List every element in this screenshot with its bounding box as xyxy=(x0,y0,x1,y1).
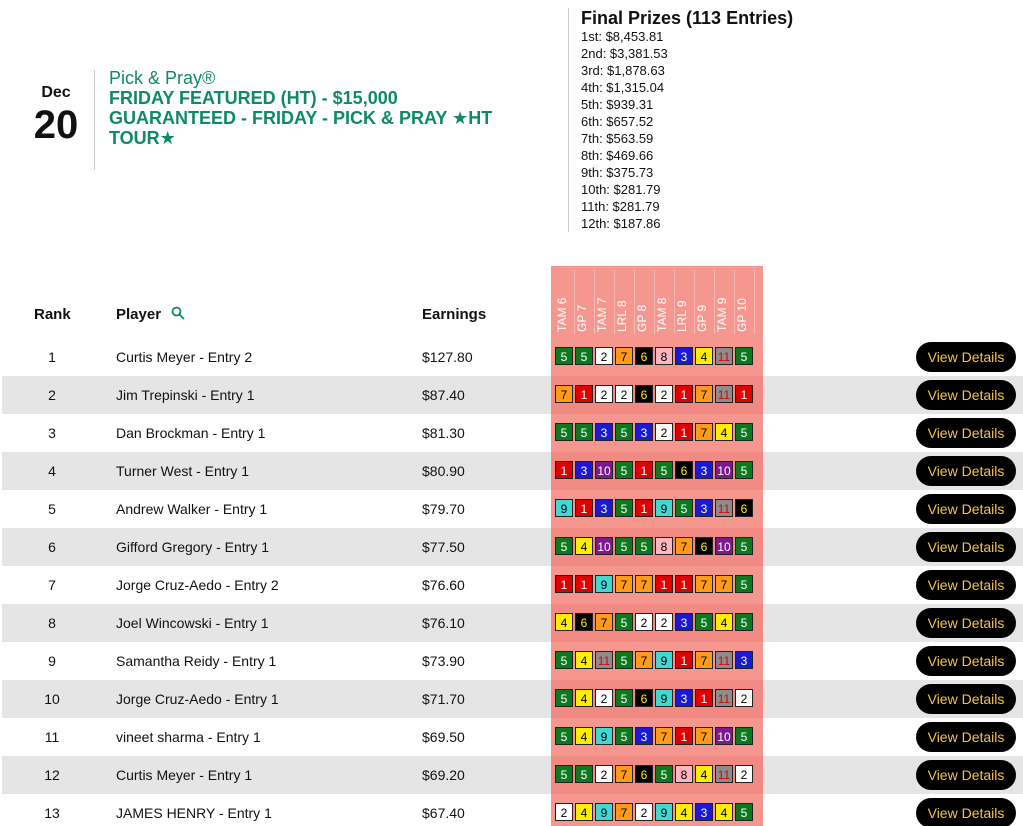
player-cell: Samantha Reidy - Entry 1 xyxy=(116,653,277,669)
rank-cell: 11 xyxy=(44,729,60,745)
view-details-button[interactable]: View Details xyxy=(916,380,1016,410)
pick-badge: 3 xyxy=(595,423,613,441)
pick-badge: 4 xyxy=(575,651,593,669)
pick-badge: 8 xyxy=(655,347,673,365)
prize-item: 7th: $563.59 xyxy=(581,131,654,146)
pick-badge: 3 xyxy=(675,347,693,365)
earnings-cell: $69.20 xyxy=(422,767,465,783)
picks-row xyxy=(555,423,753,441)
earnings-cell: $71.70 xyxy=(422,691,465,707)
rank-cell: 8 xyxy=(48,615,56,631)
player-cell: Andrew Walker - Entry 1 xyxy=(116,501,268,517)
pick-badge: 10 xyxy=(595,461,613,479)
earnings-cell: $80.90 xyxy=(422,463,465,479)
pick-badge: 2 xyxy=(595,765,613,783)
pick-badge: 2 xyxy=(615,385,633,403)
pick-badge: 3 xyxy=(695,461,713,479)
prize-item: 2nd: $3,381.53 xyxy=(581,46,668,61)
player-cell: Joel Wincowski - Entry 1 xyxy=(116,615,269,631)
earnings-cell: $127.80 xyxy=(422,349,473,365)
pick-badge: 3 xyxy=(695,803,713,821)
table-row xyxy=(0,642,1023,680)
pick-badge: 7 xyxy=(595,613,613,631)
pick-badge: 2 xyxy=(655,613,673,631)
rank-cell: 9 xyxy=(48,653,56,669)
pick-badge: 7 xyxy=(655,727,673,745)
earnings-cell: $77.50 xyxy=(422,539,465,555)
picks-row xyxy=(555,575,753,593)
picks-row xyxy=(555,347,753,365)
picks-row xyxy=(555,613,753,631)
pick-badge: 6 xyxy=(635,689,653,707)
race-header xyxy=(635,270,655,334)
pick-badge: 6 xyxy=(635,765,653,783)
pick-badge: 3 xyxy=(635,423,653,441)
picks-row xyxy=(555,765,753,783)
prize-item: 10th: $281.79 xyxy=(581,182,661,197)
pick-badge: 5 xyxy=(615,499,633,517)
pick-badge: 5 xyxy=(735,727,753,745)
pick-badge: 1 xyxy=(555,461,573,479)
pick-badge: 5 xyxy=(735,423,753,441)
race-header xyxy=(735,270,755,334)
pick-badge: 3 xyxy=(675,689,693,707)
view-details-button[interactable]: View Details xyxy=(916,342,1016,372)
pick-badge: 6 xyxy=(635,347,653,365)
pick-badge: 7 xyxy=(695,423,713,441)
pick-badge: 1 xyxy=(675,423,693,441)
player-cell: Jorge Cruz-Aedo - Entry 2 xyxy=(116,577,279,593)
rank-cell: 3 xyxy=(48,425,56,441)
rank-cell: 2 xyxy=(48,387,56,403)
pick-badge: 5 xyxy=(735,461,753,479)
pick-badge: 9 xyxy=(655,651,673,669)
pick-badge: 4 xyxy=(715,803,733,821)
rank-cell: 12 xyxy=(44,767,60,783)
pick-badge: 2 xyxy=(595,347,613,365)
event-month: Dec xyxy=(41,84,71,101)
rank-cell: 10 xyxy=(44,691,60,707)
view-details-button[interactable]: View Details xyxy=(916,570,1016,600)
pick-badge: 6 xyxy=(695,537,713,555)
prize-item: 8th: $469.66 xyxy=(581,148,654,163)
pick-badge: 5 xyxy=(675,499,693,517)
race-header-label: TAM 7 xyxy=(595,297,609,332)
earnings-header: Earnings xyxy=(422,306,487,323)
pick-badge: 1 xyxy=(575,385,593,403)
pick-badge: 1 xyxy=(635,461,653,479)
earnings-cell: $87.40 xyxy=(422,387,465,403)
event-day: 20 xyxy=(33,103,79,147)
player-cell: Jim Trepinski - Entry 1 xyxy=(116,387,255,403)
pick-badge: 2 xyxy=(735,689,753,707)
pick-badge: 4 xyxy=(695,765,713,783)
pick-badge: 9 xyxy=(655,689,673,707)
prize-item: 6th: $657.52 xyxy=(581,114,654,129)
pick-badge: 5 xyxy=(615,613,633,631)
prize-item: 11th: $281.79 xyxy=(581,199,660,214)
pick-badge: 4 xyxy=(555,613,573,631)
earnings-cell: $81.30 xyxy=(422,425,465,441)
pick-badge: 7 xyxy=(715,575,733,593)
table-row xyxy=(0,452,1023,490)
picks-row xyxy=(555,651,753,669)
pick-badge: 7 xyxy=(695,385,713,403)
player-cell: Turner West - Entry 1 xyxy=(116,463,250,479)
view-details-button[interactable]: View Details xyxy=(916,684,1016,714)
pick-badge: 1 xyxy=(675,385,693,403)
view-details-button[interactable]: View Details xyxy=(916,456,1016,486)
pick-badge: 3 xyxy=(695,499,713,517)
prize-item: 12th: $187.86 xyxy=(581,216,661,231)
pick-badge: 10 xyxy=(595,537,613,555)
pick-badge: 5 xyxy=(615,537,633,555)
pick-badge: 7 xyxy=(555,385,573,403)
pick-badge: 6 xyxy=(635,385,653,403)
pick-badge: 11 xyxy=(715,651,733,669)
prizes-title: Final Prizes (113 Entries) xyxy=(581,8,794,28)
view-details-button[interactable]: View Details xyxy=(916,646,1016,676)
player-cell: vineet sharma - Entry 1 xyxy=(116,729,261,745)
pick-badge: 6 xyxy=(735,499,753,517)
rank-cell: 1 xyxy=(48,349,56,365)
view-details-button[interactable]: View Details xyxy=(916,722,1016,752)
pick-badge: 9 xyxy=(595,727,613,745)
pick-badge: 5 xyxy=(735,613,753,631)
pick-badge: 7 xyxy=(695,651,713,669)
race-headers xyxy=(555,270,755,334)
pick-badge: 5 xyxy=(555,727,573,745)
pick-badge: 4 xyxy=(715,613,733,631)
picks-row xyxy=(555,385,753,403)
pick-badge: 11 xyxy=(715,347,733,365)
pick-badge: 5 xyxy=(555,423,573,441)
pick-badge: 2 xyxy=(655,385,673,403)
pick-badge: 5 xyxy=(735,803,753,821)
rank-cell: 13 xyxy=(44,805,60,821)
table-row xyxy=(0,414,1023,452)
pick-badge: 5 xyxy=(615,461,633,479)
player-header xyxy=(116,306,185,323)
race-header-label: LRL 8 xyxy=(615,300,629,332)
table-row xyxy=(0,718,1023,756)
race-header xyxy=(695,270,715,334)
view-details-button[interactable]: View Details xyxy=(916,532,1016,562)
table-row xyxy=(0,528,1023,566)
pick-badge: 2 xyxy=(735,765,753,783)
race-header-label: GP 8 xyxy=(635,304,649,332)
picks-row xyxy=(555,461,753,479)
pick-badge: 1 xyxy=(675,575,693,593)
view-details-button[interactable]: View Details xyxy=(916,418,1016,448)
pick-badge: 8 xyxy=(675,765,693,783)
pick-badge: 6 xyxy=(575,613,593,631)
earnings-cell: $69.50 xyxy=(422,729,465,745)
race-header-label: TAM 6 xyxy=(555,297,569,332)
pick-badge: 5 xyxy=(735,537,753,555)
pick-badge: 7 xyxy=(675,537,693,555)
prize-item: 1st: $8,453.81 xyxy=(581,29,664,44)
picks-row xyxy=(555,537,753,555)
player-cell: Jorge Cruz-Aedo - Entry 1 xyxy=(116,691,279,707)
pick-badge: 8 xyxy=(655,537,673,555)
pick-badge: 11 xyxy=(595,651,613,669)
pick-badge: 5 xyxy=(575,347,593,365)
prizes-list xyxy=(581,28,793,232)
search-icon[interactable] xyxy=(171,306,185,320)
pick-badge: 5 xyxy=(735,575,753,593)
event-title-block xyxy=(109,68,519,148)
pick-badge: 5 xyxy=(695,613,713,631)
rank-header: Rank xyxy=(34,306,71,323)
pick-badge: 3 xyxy=(575,461,593,479)
picks-row xyxy=(555,689,753,707)
pick-badge: 4 xyxy=(715,423,733,441)
pick-badge: 7 xyxy=(615,347,633,365)
pick-badge: 9 xyxy=(555,499,573,517)
table-row xyxy=(0,680,1023,718)
pick-badge: 7 xyxy=(635,575,653,593)
pick-badge: 5 xyxy=(575,423,593,441)
pick-badge: 3 xyxy=(675,613,693,631)
pick-badge: 3 xyxy=(735,651,753,669)
pick-badge: 5 xyxy=(555,765,573,783)
player-cell: Gifford Gregory - Entry 1 xyxy=(116,539,270,555)
pick-badge: 3 xyxy=(635,727,653,745)
pick-badge: 7 xyxy=(615,765,633,783)
pick-badge: 6 xyxy=(675,461,693,479)
pick-badge: 9 xyxy=(595,803,613,821)
pick-badge: 1 xyxy=(575,575,593,593)
pick-badge: 5 xyxy=(575,765,593,783)
earnings-cell: $73.90 xyxy=(422,653,465,669)
race-header-label: LRL 9 xyxy=(675,300,689,332)
pick-badge: 2 xyxy=(635,613,653,631)
event-date xyxy=(28,84,84,146)
pick-badge: 7 xyxy=(695,727,713,745)
pick-badge: 5 xyxy=(555,537,573,555)
table-row xyxy=(0,604,1023,642)
view-details-button[interactable]: View Details xyxy=(916,798,1016,826)
prize-item: 5th: $939.31 xyxy=(581,97,654,112)
pick-badge: 7 xyxy=(635,651,653,669)
pick-badge: 1 xyxy=(695,689,713,707)
player-cell: Curtis Meyer - Entry 2 xyxy=(116,349,253,365)
picks-row xyxy=(555,727,753,745)
earnings-cell: $67.40 xyxy=(422,805,465,821)
pick-badge: 2 xyxy=(555,803,573,821)
race-header-label: GP 9 xyxy=(695,304,709,332)
race-header-label: GP 7 xyxy=(575,304,589,332)
pick-badge: 5 xyxy=(735,347,753,365)
pick-badge: 9 xyxy=(595,575,613,593)
race-header xyxy=(615,270,635,334)
earnings-cell: $76.10 xyxy=(422,615,465,631)
pick-badge: 10 xyxy=(715,727,733,745)
prize-item: 9th: $375.73 xyxy=(581,165,654,180)
pick-badge: 5 xyxy=(615,689,633,707)
pick-badge: 10 xyxy=(715,461,733,479)
rank-cell: 7 xyxy=(48,577,56,593)
player-cell: JAMES HENRY - Entry 1 xyxy=(116,805,272,821)
view-details-button[interactable]: View Details xyxy=(916,608,1016,638)
table-row xyxy=(0,338,1023,376)
rank-cell: 5 xyxy=(48,501,56,517)
pick-badge: 1 xyxy=(635,499,653,517)
pick-badge: 11 xyxy=(715,499,733,517)
race-header xyxy=(655,270,675,334)
pick-badge: 1 xyxy=(675,727,693,745)
final-prizes xyxy=(568,8,793,232)
pick-badge: 2 xyxy=(635,803,653,821)
table-row xyxy=(0,756,1023,794)
rank-cell: 4 xyxy=(48,463,56,479)
pick-badge: 11 xyxy=(715,765,733,783)
pick-badge: 4 xyxy=(575,727,593,745)
pick-badge: 5 xyxy=(615,423,633,441)
pick-badge: 1 xyxy=(735,385,753,403)
pick-badge: 5 xyxy=(615,651,633,669)
pick-badge: 9 xyxy=(655,803,673,821)
race-header xyxy=(675,270,695,334)
race-header xyxy=(595,270,615,334)
race-header-label: TAM 9 xyxy=(715,297,729,332)
pick-badge: 11 xyxy=(715,689,733,707)
pick-badge: 9 xyxy=(655,499,673,517)
pick-badge: 3 xyxy=(595,499,613,517)
table-row xyxy=(0,490,1023,528)
pick-badge: 5 xyxy=(555,689,573,707)
divider xyxy=(94,70,95,170)
pick-badge: 2 xyxy=(655,423,673,441)
event-name: FRIDAY FEATURED (HT) - $15,000 GUARANTEED - FRIDAY - PICK & PRAY ★HT TOUR★ xyxy=(109,88,493,148)
pick-badge: 4 xyxy=(575,803,593,821)
player-header-label: Player xyxy=(116,306,162,323)
pick-badge: 1 xyxy=(575,499,593,517)
pick-badge: 5 xyxy=(655,461,673,479)
race-header-label: GP 10 xyxy=(735,298,749,332)
race-header xyxy=(715,270,735,334)
pick-badge: 2 xyxy=(595,385,613,403)
prize-item: 4th: $1,315.04 xyxy=(581,80,665,95)
pick-badge: 7 xyxy=(695,575,713,593)
pick-badge: 1 xyxy=(555,575,573,593)
player-cell: Dan Brockman - Entry 1 xyxy=(116,425,266,441)
picks-row xyxy=(555,803,753,821)
pick-badge: 1 xyxy=(675,651,693,669)
player-cell: Curtis Meyer - Entry 1 xyxy=(116,767,253,783)
pick-badge: 7 xyxy=(615,575,633,593)
table-row xyxy=(0,794,1023,826)
earnings-cell: $79.70 xyxy=(422,501,465,517)
pick-badge: 4 xyxy=(575,689,593,707)
race-header xyxy=(555,270,575,334)
picks-row xyxy=(555,499,753,517)
pick-badge: 4 xyxy=(695,347,713,365)
pick-badge: 4 xyxy=(575,537,593,555)
race-header-label: TAM 8 xyxy=(655,297,669,332)
earnings-cell: $76.60 xyxy=(422,577,465,593)
pick-badge: 7 xyxy=(615,803,633,821)
pick-badge: 5 xyxy=(555,651,573,669)
pick-badge: 10 xyxy=(715,537,733,555)
leaderboard-table xyxy=(0,338,1023,826)
pick-badge: 1 xyxy=(655,575,673,593)
rank-cell: 6 xyxy=(48,539,56,555)
pick-badge: 2 xyxy=(595,689,613,707)
event-brand: Pick & Pray® xyxy=(109,68,216,88)
race-header xyxy=(575,270,595,334)
pick-badge: 4 xyxy=(675,803,693,821)
pick-badge: 5 xyxy=(655,765,673,783)
prize-item: 3rd: $1,878.63 xyxy=(581,63,665,78)
pick-badge: 5 xyxy=(635,537,653,555)
pick-badge: 11 xyxy=(715,385,733,403)
table-row xyxy=(0,376,1023,414)
pick-badge: 5 xyxy=(555,347,573,365)
table-row xyxy=(0,566,1023,604)
view-details-button[interactable]: View Details xyxy=(916,494,1016,524)
view-details-button[interactable]: View Details xyxy=(916,760,1016,790)
pick-badge: 5 xyxy=(615,727,633,745)
